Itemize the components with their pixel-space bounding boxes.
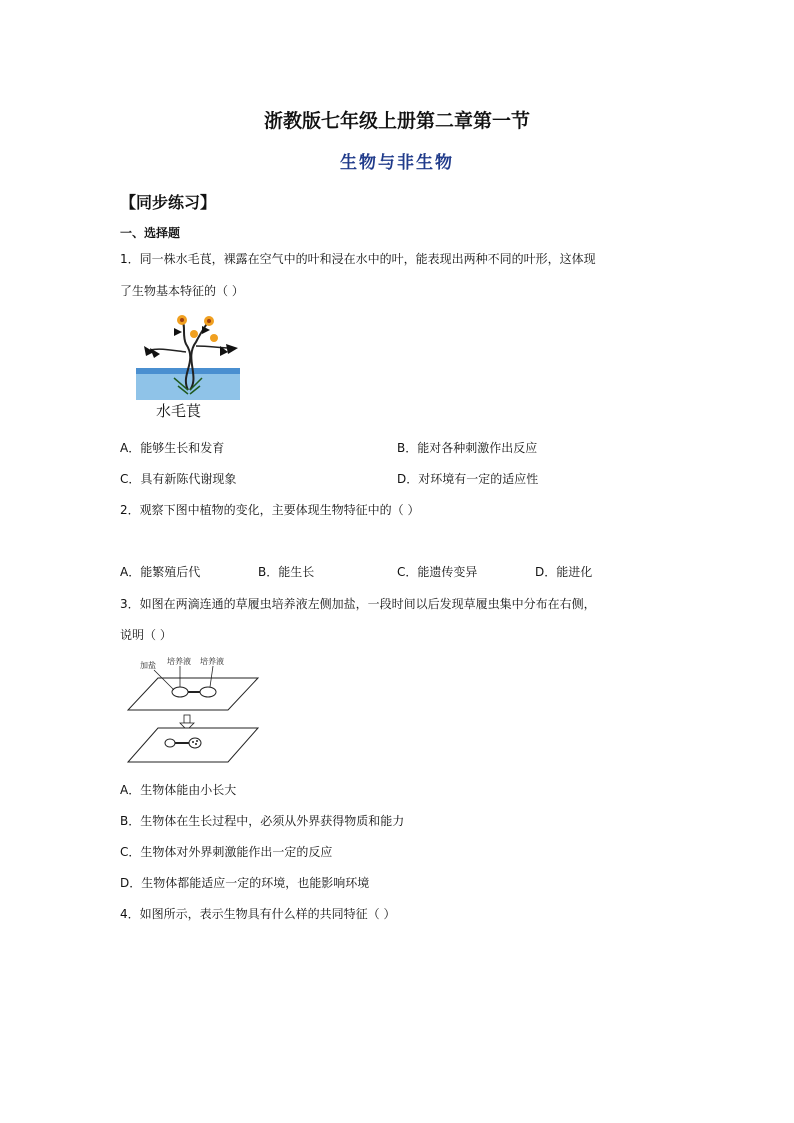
section-title: 【同步练习】 xyxy=(120,193,217,212)
water-buttercup-image xyxy=(130,312,250,422)
q1-option-b: B．能对各种刺激作出反应 xyxy=(397,441,538,455)
q2-option-d: D．能进化 xyxy=(535,565,593,579)
left-drop xyxy=(172,687,188,697)
leaf xyxy=(174,328,182,336)
q2-option-b: B．能生长 xyxy=(258,565,315,579)
arrow-shaft xyxy=(184,715,190,723)
q2-line1: 2．观察下图中植物的变化，主要体现生物特征中的（ ） xyxy=(120,503,420,517)
q1-line1: 1．同一株水毛茛，裸露在空气中的叶和浸在水中的叶，能表现出两种不同的叶形，这体现 xyxy=(120,252,596,266)
q3-line1: 3．如图在两滴连通的草履虫培养液左侧加盐，一段时间以后发现草履虫集中分布在右侧， xyxy=(120,597,596,611)
q1-option-a: A．能够生长和发育 xyxy=(120,441,225,455)
right-drop xyxy=(200,687,216,697)
page-title: 浙教版七年级上册第二章第一节 xyxy=(263,110,530,132)
leaf xyxy=(202,326,210,334)
flower xyxy=(210,334,218,342)
left-drop-after xyxy=(165,739,175,747)
q1-option-d: D．对环境有一定的适应性 xyxy=(397,472,539,486)
leaf xyxy=(226,344,238,354)
paramecium-slide-figure xyxy=(118,652,268,772)
q3-option-d: D．生物体都能适应一定的环境，也能影响环境 xyxy=(120,876,370,890)
q2-option-a: A．能繁殖后代 xyxy=(120,565,201,579)
flower xyxy=(190,330,198,338)
q3-option-a: A．生物体能由小长大 xyxy=(120,783,237,797)
label-salt: 加盐 xyxy=(140,661,156,670)
q3-option-b: B．生物体在生长过程中，必须从外界获得物质和能力 xyxy=(120,814,405,828)
q2-option-c: C．能遗传变异 xyxy=(397,565,478,579)
q3-option-c: C．生物体对外界刺激能作出一定的反应 xyxy=(120,845,333,859)
part-title: 一、选择题 xyxy=(120,226,181,240)
top-slide xyxy=(128,678,258,710)
q1-option-c: C．具有新陈代谢现象 xyxy=(120,472,237,486)
image-caption: 水毛茛 xyxy=(156,402,202,420)
branch-right xyxy=(196,346,230,348)
label-culture-right: 培养液 xyxy=(200,657,224,666)
page-subtitle: 生物与非生物 xyxy=(340,153,454,173)
q3-line2: 说明（ ） xyxy=(120,628,172,642)
label-culture-left: 培养液 xyxy=(167,657,191,666)
q4-line1: 4．如图所示，表示生物具有什么样的共同特征（ ） xyxy=(120,907,396,921)
q1-line2: 了生物基本特征的（ ） xyxy=(120,284,244,298)
right-drop-after xyxy=(189,738,201,748)
